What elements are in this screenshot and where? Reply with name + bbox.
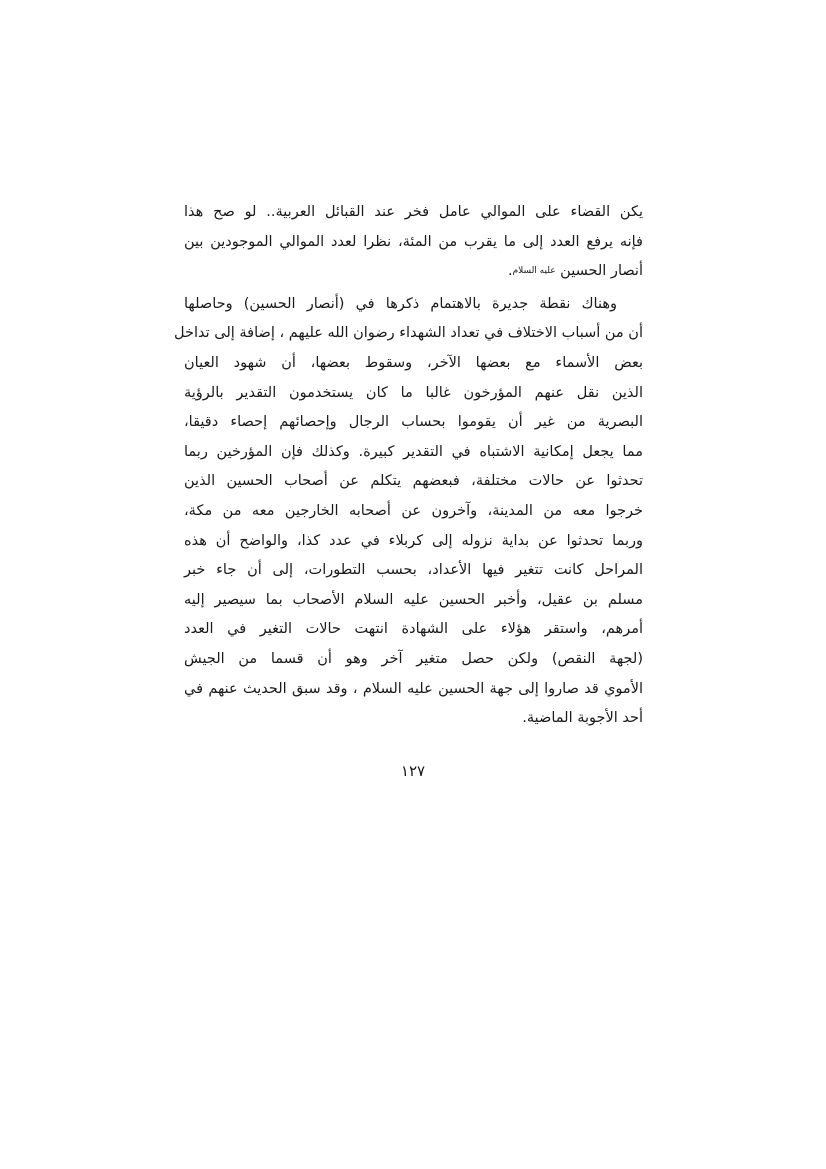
text-line: أمرهم، واستقر هؤلاء على الشهادة انتهت حالات التغير في العدد bbox=[184, 621, 643, 638]
text-line: مسلم بن عقيل، وأخبر الحسين عليه السلام الأصحاب بما سيصير إليه bbox=[184, 591, 643, 608]
text-line: أحد الأجوبة الماضية. bbox=[522, 710, 643, 727]
body-text bbox=[174, 198, 643, 734]
text-line: الأموي قد صاروا إلى جهة الحسين عليه السلام ، وقد سبق الحديث عنهم في bbox=[184, 680, 643, 697]
text-line: أن من أسباب الاختلاف في تعداد الشهداء رضوان الله عليهم ، إضافة إلى تداخل bbox=[174, 325, 643, 342]
text-line: تحدثوا عن حالات مختلفة، فبعضهم يتكلم عن أصحاب الحسين الذين bbox=[184, 473, 643, 490]
text-span: أنصار الحسين bbox=[560, 263, 643, 280]
text-line: المراحل كانت تتغير فيها الأعداد، بحسب التطورات، إلى أن جاء خبر bbox=[184, 562, 643, 579]
text-line: مما يجعل إمكانية الاشتباه في التقدير كبيرة. وكذلك فإن المؤرخين ربما bbox=[184, 443, 643, 460]
text-line: خرجوا معه من المدينة، وآخرون عن أصحابه الخارجين معه من مكة، bbox=[184, 502, 643, 519]
punctuation: . bbox=[507, 263, 513, 280]
text-line: يكن القضاء على الموالي عامل فخر عند القبائل العربية.. لو صح هذا bbox=[184, 204, 643, 220]
page-number: ١٢٧ bbox=[400, 762, 426, 780]
text-line: فإنه يرفع العدد إلى ما يقرب من المئة، نظرا لعدد الموالي الموجودين بين bbox=[184, 233, 643, 250]
text-line: وهناك نقطة جديرة بالاهتمام ذكرها في (أنصار الحسين) وحاصلها bbox=[184, 295, 617, 312]
text-line: بعض الأسماء مع بعضها الآخر، وسقوط بعضها، أن شهود العيان bbox=[184, 354, 643, 371]
text-line: (لجهة النقص) ولكن حصل متغير آخر وهو أن قسما من الجيش bbox=[184, 650, 643, 667]
paragraph-2 bbox=[174, 290, 643, 734]
text-line: البصرية من غير أن يقوموا بحساب الرجال وإحصائهم إحصاء دقيقا، bbox=[184, 414, 643, 431]
text-line: الذين نقل عنهم المؤرخون غالبا ما كان يستخدمون التقدير بالرؤية bbox=[184, 384, 643, 401]
text-line: وربما تحدثوا عن بداية نزوله إلى كربلاء في عدد كذا، والواضح أن هذه bbox=[184, 532, 643, 549]
text-line bbox=[184, 257, 643, 287]
honorific: عليه السلام bbox=[512, 266, 556, 277]
paragraph-1 bbox=[184, 198, 643, 287]
